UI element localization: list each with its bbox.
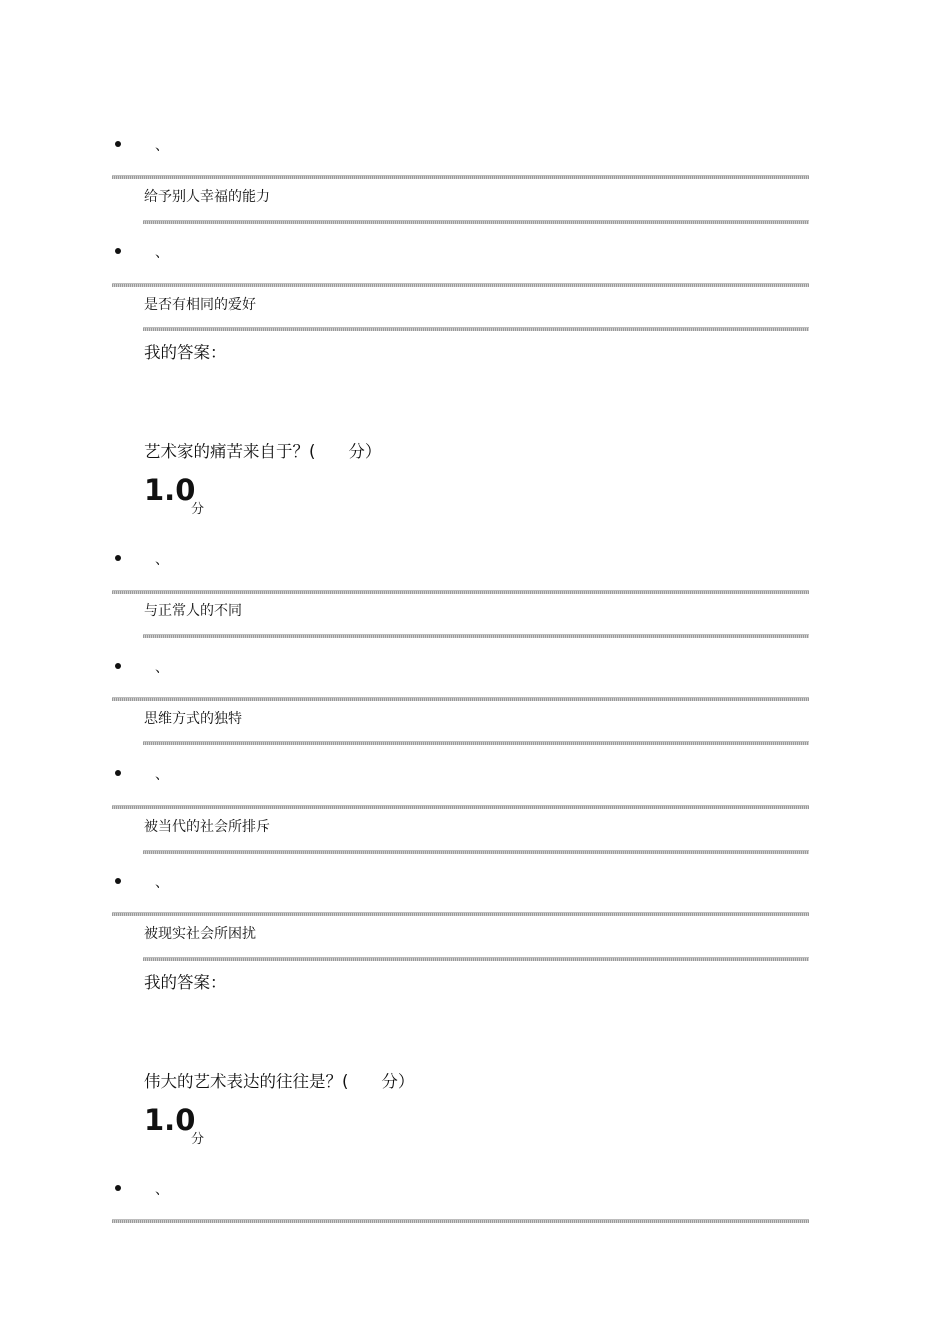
option-divider [143,327,809,331]
option-divider [112,805,809,809]
option-enum-mark: 、 [155,552,169,568]
question-score: 1.0 [144,1103,196,1137]
question-score: 1.0 [144,473,196,507]
my-answer-label: 我的答案： [144,973,227,992]
option-divider [112,283,809,287]
question-score-unit: 分 [191,1132,205,1147]
option-text[interactable]: 给予别人幸福的能力 [144,189,270,205]
option-text[interactable]: 被当代的社会所排斥 [144,819,270,835]
option-enum-mark: 、 [155,767,169,783]
option-text[interactable]: 思维方式的独特 [144,711,242,727]
question-text: 伟大的艺术表达的往往是？( 分） [144,1072,415,1091]
option-divider [143,634,809,638]
option-bullet [115,555,121,561]
option-divider [143,741,809,745]
option-divider [112,697,809,701]
option-divider [112,912,809,916]
option-enum-mark: 、 [155,245,169,261]
option-text[interactable]: 与正常人的不同 [144,603,242,619]
option-bullet [115,248,121,254]
option-divider [143,957,809,961]
option-text[interactable]: 是否有相同的爱好 [144,297,256,313]
option-enum-mark: 、 [155,660,169,676]
option-text[interactable]: 被现实社会所困扰 [144,926,256,942]
question-score-unit: 分 [191,502,205,517]
option-enum-mark: 、 [155,138,169,154]
my-answer-label: 我的答案： [144,343,227,362]
option-enum-mark: 、 [155,875,169,891]
option-enum-mark: 、 [155,1182,169,1198]
option-bullet [115,770,121,776]
option-bullet [115,663,121,669]
option-bullet [115,141,121,147]
option-bullet [115,1185,121,1191]
option-divider [112,175,809,179]
option-divider [143,220,809,224]
option-divider [143,850,809,854]
option-divider [112,1219,809,1223]
option-divider [112,590,809,594]
option-bullet [115,878,121,884]
question-text: 艺术家的痛苦来自于？( 分） [144,442,382,461]
